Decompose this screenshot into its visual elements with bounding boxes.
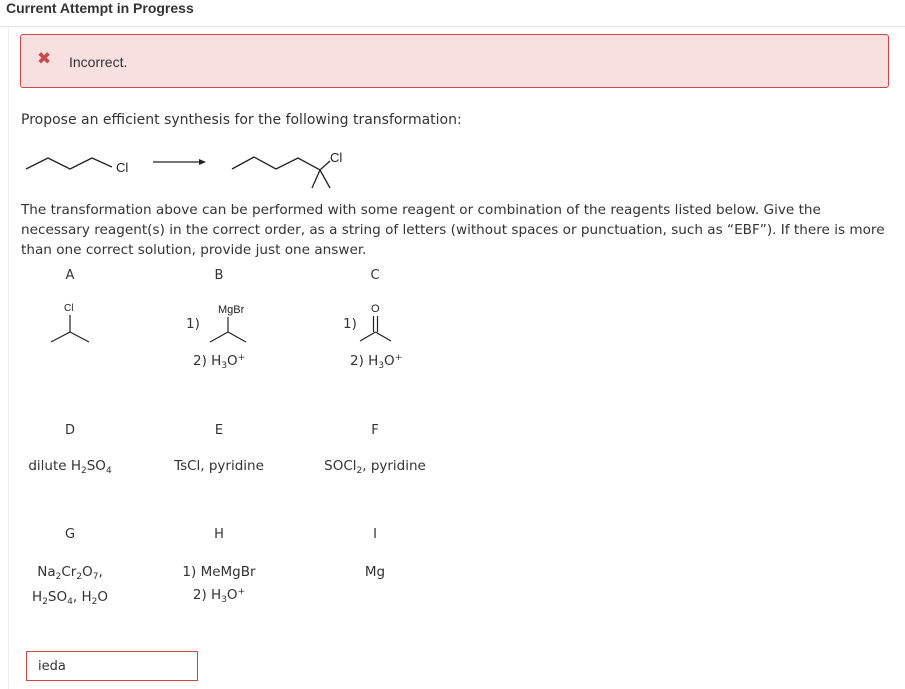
reaction-scheme <box>18 142 378 204</box>
option-b-step2: 2) $H_3O^+$ <box>193 353 246 371</box>
option-f-reagent: SOCl$_2$, pyridine <box>324 458 426 476</box>
option-b-letter: B <box>214 268 224 283</box>
option-g-reagent: $Na_2Cr_2O_7$, $H_2SO_4$, $H_2O$ <box>32 564 108 607</box>
instructions: The transformation above can be performed with some reagent or combination of the reagents listed below. Give the necessary reagent(s) in the correct order, as a string of letters (without spaces or punctuation, such as “EBF”). If there is more than one correct solution, provide just one answer. <box>21 202 885 258</box>
option-d-letter: D <box>64 423 75 438</box>
option-g-letter: G <box>64 527 76 542</box>
option-f-letter: F <box>371 423 379 438</box>
svg-text:MgBr: MgBr <box>218 304 245 316</box>
option-d-reagent: dilute $H_2SO_4$ <box>28 458 112 476</box>
reaction-arrow <box>153 159 206 165</box>
product-cl-label: Cl <box>330 150 343 165</box>
option-a-structure <box>45 300 95 346</box>
option-c-step2: 2) $H_3O^+$ <box>350 353 403 371</box>
feedback-alert <box>20 34 889 88</box>
header <box>0 0 905 27</box>
starting-material <box>26 158 112 169</box>
svg-text:O: O <box>371 303 380 315</box>
option-i-letter: I <box>373 527 377 542</box>
left-divider <box>8 27 9 689</box>
option-h-letter: H <box>214 527 224 542</box>
option-c-step1: 1) <box>343 316 357 332</box>
answer-field[interactable] <box>26 651 198 681</box>
answer-input[interactable] <box>27 652 197 680</box>
option-i-reagent: Mg <box>364 564 386 580</box>
option-b-structure <box>200 300 256 346</box>
option-b-step1: 1) <box>186 316 200 332</box>
svg-text:Cl: Cl <box>64 303 74 314</box>
product-molecule <box>232 157 330 188</box>
start-cl-label: Cl <box>116 160 129 175</box>
option-c-letter: C <box>370 268 380 283</box>
option-c-structure <box>356 300 396 346</box>
option-a-letter: A <box>65 268 75 283</box>
option-h-reagent: 1) MeMgBr 2) $H_3O^+$ <box>182 564 256 605</box>
feedback-text: Incorrect. <box>69 54 128 70</box>
option-e-letter: E <box>214 423 224 438</box>
option-e-reagent: TsCl, pyridine <box>174 458 264 474</box>
x-icon: ✖ <box>37 49 52 69</box>
question-prompt: Propose an efficient synthesis for the following transformation: <box>21 112 462 128</box>
page-title: Current Attempt in Progress <box>6 0 194 16</box>
